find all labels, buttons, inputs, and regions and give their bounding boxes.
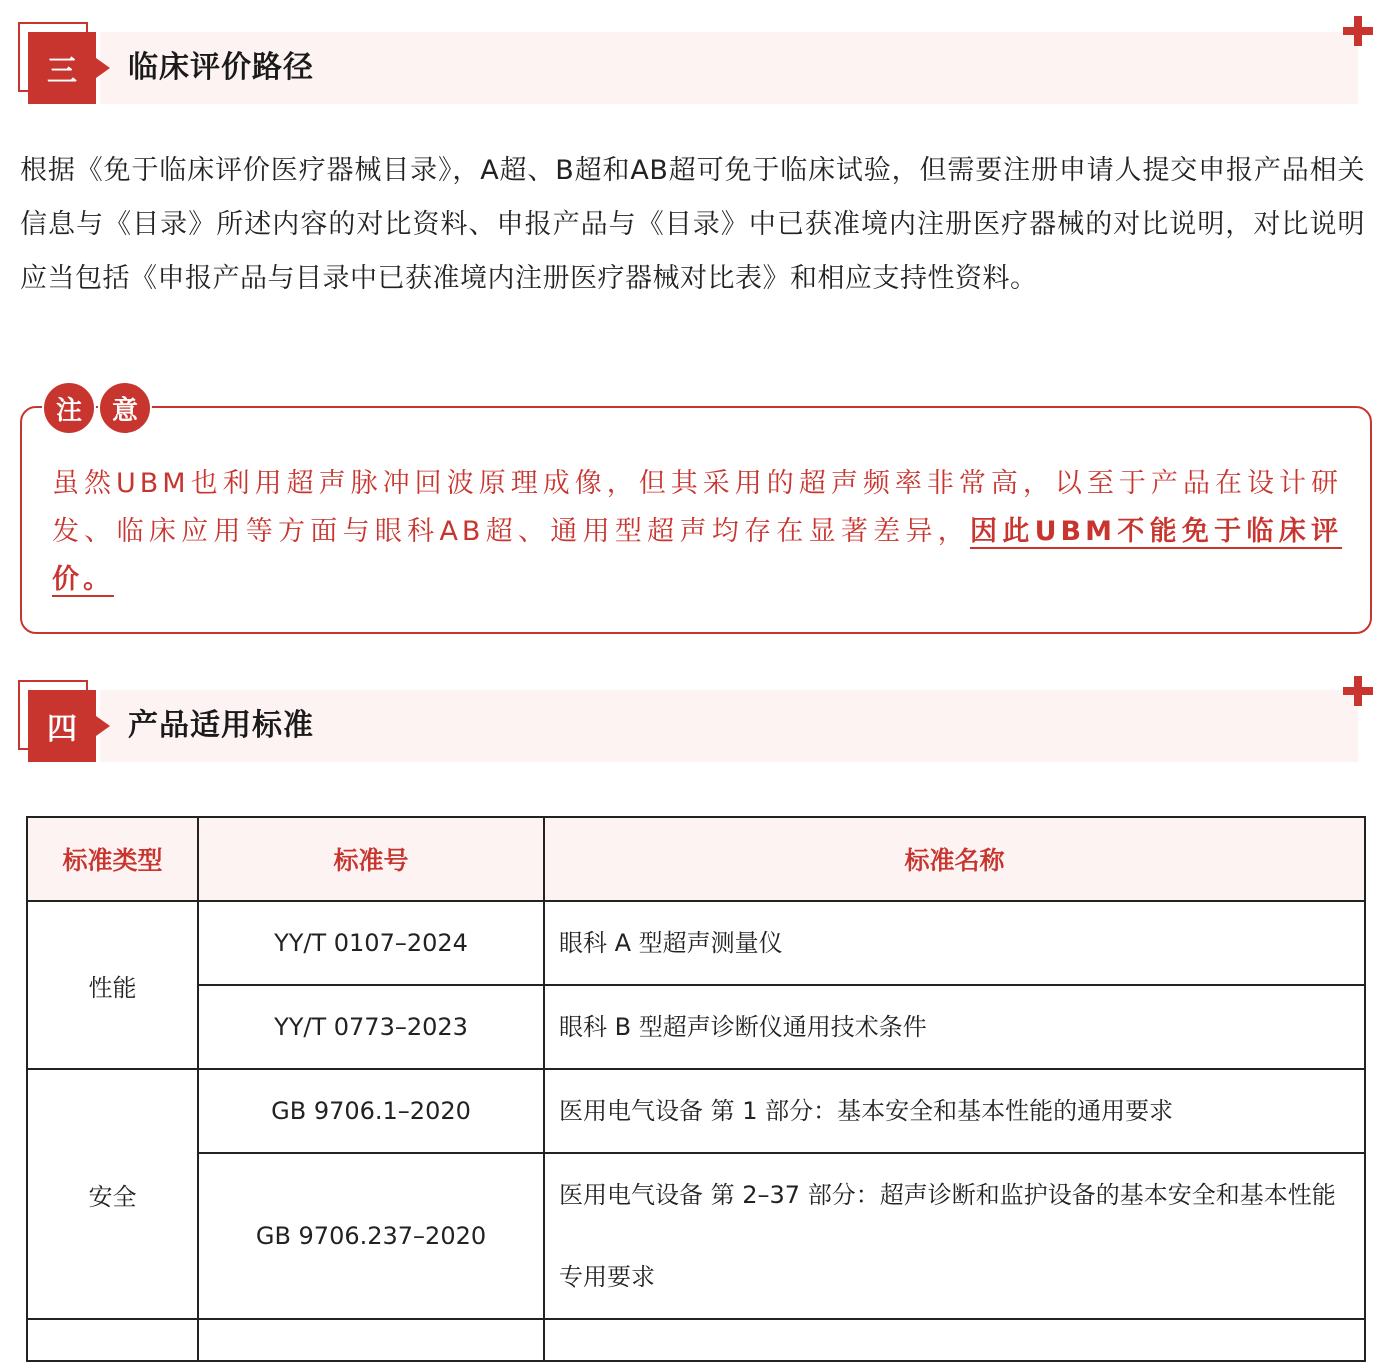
arrow-right-icon: [96, 58, 110, 78]
note-label: [42, 381, 152, 435]
table-row: [27, 901, 1365, 985]
table-cell-empty: [27, 1319, 198, 1361]
section-header-standards: [18, 680, 1374, 760]
plus-icon: [1343, 16, 1373, 46]
section-title: 临床评价路径: [128, 50, 314, 85]
clinical-path-paragraph: 根据《免于临床评价医疗器械目录》，A超、B超和AB超可免于临床试验，但需要注册申请人提交申报产品相关信息与《目录》所述内容的对比资料、申报产品与《目录》中已获准境内注册医疗器械的对比说明，对比说明应当包括《申报产品与目录中已获准境内注册医疗器械对比表》和相应支持性资料。: [20, 155, 1365, 294]
header-standard-type: 标准类型: [27, 817, 198, 901]
standard-number-cell: GB 9706.237–2020: [198, 1153, 544, 1319]
table-cell-empty: [544, 1319, 1365, 1361]
section-header-clinical-path: [18, 22, 1374, 102]
note-label-char: 注: [42, 381, 96, 435]
standard-name-cell: 眼科 B 型超声诊断仪通用技术条件: [544, 985, 1365, 1069]
section-number: 四: [28, 690, 96, 762]
table-cell-empty: [198, 1319, 544, 1361]
standard-name-cell: 眼科 A 型超声测量仪: [544, 901, 1365, 985]
standard-type-cell: 性能: [27, 901, 198, 1069]
note-box: [20, 395, 1372, 634]
arrow-right-icon: [96, 716, 110, 736]
note-text: [52, 460, 1342, 604]
standard-number-cell: GB 9706.1–2020: [198, 1069, 544, 1153]
plus-icon: [1343, 676, 1373, 706]
section-number: 三: [28, 32, 96, 104]
table-row: [27, 1069, 1365, 1153]
standards-table: [26, 816, 1366, 1362]
standard-name-cell: 医用电气设备 第 2–37 部分：超声诊断和监护设备的基本安全和基本性能专用要求: [544, 1153, 1365, 1319]
table-row: [27, 985, 1365, 1069]
table-row: [27, 1319, 1365, 1361]
section-title: 产品适用标准: [128, 708, 314, 743]
note-label-char: 意: [98, 381, 152, 435]
header-standard-number: 标准号: [198, 817, 544, 901]
standard-type-cell: 安全: [27, 1069, 198, 1319]
standard-number-cell: YY/T 0773–2023: [198, 985, 544, 1069]
header-standard-name: 标准名称: [544, 817, 1365, 901]
table-header-row: [27, 817, 1365, 901]
standard-number-cell: YY/T 0107–2024: [198, 901, 544, 985]
note-emphasis: 因此UBM不能免于临床评价。: [52, 516, 1343, 595]
standard-name-cell: 医用电气设备 第 1 部分：基本安全和基本性能的通用要求: [544, 1069, 1365, 1153]
table-row: [27, 1153, 1365, 1319]
note-body: 虽然UBM也利用超声脉冲回波原理成像，但其采用的超声频率非常高，以至于产品在设计研发、临床应用等方面与眼科AB超、通用型超声均存在显著差异，: [52, 468, 1342, 547]
